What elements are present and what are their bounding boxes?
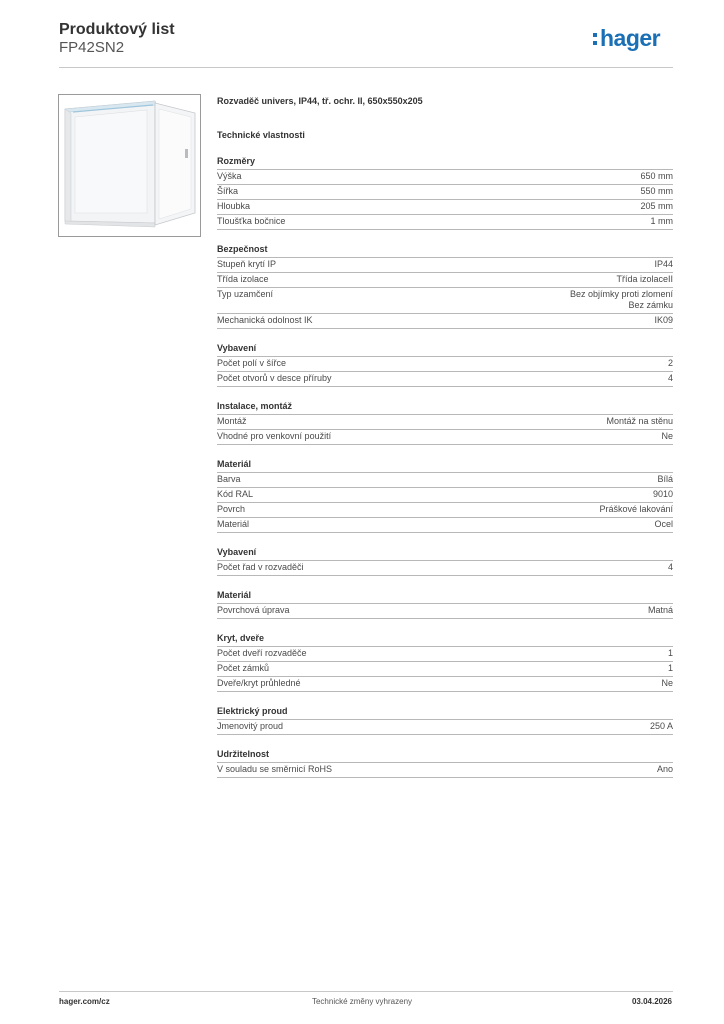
footer-disclaimer: Technické změny vyhrazeny (311, 997, 413, 1006)
spec-label: Materiál (217, 519, 250, 529)
spec-value: Bílá (657, 474, 673, 484)
footer-website: hager.com/cz (59, 997, 110, 1006)
product-description: Rozvaděč univers, IP44, tř. ochr. II, 650x550x205 (217, 96, 423, 106)
spec-row (217, 720, 673, 735)
spec-label: Povrch (217, 504, 246, 514)
spec-value: 9010 (652, 489, 673, 499)
spec-label: Barva (217, 474, 241, 484)
spec-value: Ne (661, 431, 673, 441)
spec-label: Mechanická odolnost IK (217, 315, 313, 325)
spec-row (217, 561, 673, 576)
spec-row (217, 170, 673, 185)
brand-logo-mark (593, 33, 598, 49)
spec-row (217, 185, 673, 200)
spec-value: 550 mm (640, 186, 673, 196)
spec-label: Stupeň krytí IP (217, 259, 277, 269)
section-title: Vybavení (217, 342, 673, 357)
section-title: Vybavení (217, 546, 673, 561)
section-title: Udržitelnost (217, 748, 673, 763)
spec-row (217, 662, 673, 677)
spec-value: 1 (667, 663, 673, 673)
spec-value: 650 mm (640, 171, 673, 181)
spec-row (217, 372, 673, 387)
spec-label: V souladu se směrnicí RoHS (217, 764, 333, 774)
spec-row (217, 215, 673, 230)
spec-row (217, 430, 673, 445)
spec-row (217, 604, 673, 619)
spec-row (217, 357, 673, 372)
brand-logo: hager (600, 25, 661, 51)
section-title: Elektrický proud (217, 705, 673, 720)
spec-value: 1 mm (650, 216, 673, 226)
spec-row (217, 415, 673, 430)
spec-section (217, 458, 673, 533)
spec-label: Počet polí v šířce (217, 358, 287, 368)
spec-section (217, 243, 673, 329)
spec-row (217, 473, 673, 488)
spec-row (217, 258, 673, 273)
spec-value: 205 mm (640, 201, 673, 211)
spec-label: Povrchová úprava (217, 605, 290, 615)
spec-row (217, 314, 673, 329)
product-code: FP42SN2 (59, 39, 125, 56)
section-title: Materiál (217, 458, 673, 473)
spec-label: Počet zámků (217, 663, 270, 673)
spec-label: Počet dveří rozvaděče (217, 648, 307, 658)
spec-row (217, 763, 673, 778)
spec-row (217, 518, 673, 533)
spec-value: Bez objímky proti zlomení Bez zámku (569, 289, 673, 310)
spec-row (217, 488, 673, 503)
header-divider (59, 67, 673, 68)
spec-section (217, 546, 673, 576)
spec-label: Šířka (217, 186, 239, 196)
section-title: Kryt, dveře (217, 632, 673, 647)
spec-label: Hloubka (217, 201, 251, 211)
spec-value: 1 (667, 648, 673, 658)
spec-label: Třída izolace (217, 274, 269, 284)
section-title: Rozměry (217, 155, 673, 170)
spec-sections (217, 155, 673, 778)
product-image (58, 94, 201, 237)
spec-section (217, 589, 673, 619)
spec-value: Ocel (654, 519, 673, 529)
spec-value: 4 (667, 373, 673, 383)
spec-value: IP44 (654, 259, 673, 269)
spec-value: Montáž na stěnu (606, 416, 673, 426)
page-title: Produktový list (59, 21, 175, 38)
spec-section (217, 632, 673, 692)
cabinet-illustration (59, 95, 200, 236)
spec-value: Ano (656, 764, 673, 774)
spec-row (217, 273, 673, 288)
spec-section (217, 400, 673, 445)
spec-value: 2 (667, 358, 673, 368)
spec-label: Počet řad v rozvaděči (217, 562, 304, 572)
spec-label: Tloušťka bočnice (217, 216, 286, 226)
spec-label: Kód RAL (217, 489, 254, 499)
spec-value: Ne (661, 678, 673, 688)
spec-section (217, 748, 673, 778)
spec-value: Matná (647, 605, 673, 615)
spec-label: Typ uzamčení (217, 289, 274, 299)
spec-section (217, 342, 673, 387)
spec-value: 4 (667, 562, 673, 572)
section-title: Instalace, montáž (217, 400, 673, 415)
spec-label: Montáž (217, 416, 247, 426)
spec-label: Vhodné pro venkovní použití (217, 431, 332, 441)
section-title: Materiál (217, 589, 673, 604)
spec-value: 250 A (649, 721, 673, 731)
spec-row (217, 503, 673, 518)
spec-row (217, 200, 673, 215)
spec-section (217, 705, 673, 735)
spec-row (217, 647, 673, 662)
spec-content (217, 95, 673, 778)
spec-label: Jmenovitý proud (217, 721, 284, 731)
spec-label: Dveře/kryt průhledné (217, 678, 301, 688)
spec-value: Třída izolaceII (616, 274, 673, 284)
spec-row (217, 677, 673, 692)
spec-label: Počet otvorů v desce příruby (217, 373, 332, 383)
spec-value: IK09 (654, 315, 673, 325)
spec-label: Výška (217, 171, 242, 181)
section-title: Bezpečnost (217, 243, 673, 258)
technical-properties-heading: Technické vlastnosti (217, 130, 305, 140)
footer-date: 03.04.2026 (631, 997, 672, 1006)
spec-section (217, 155, 673, 230)
spec-row (217, 288, 673, 314)
spec-value: Práškové lakování (599, 504, 673, 514)
footer-divider (59, 991, 673, 992)
